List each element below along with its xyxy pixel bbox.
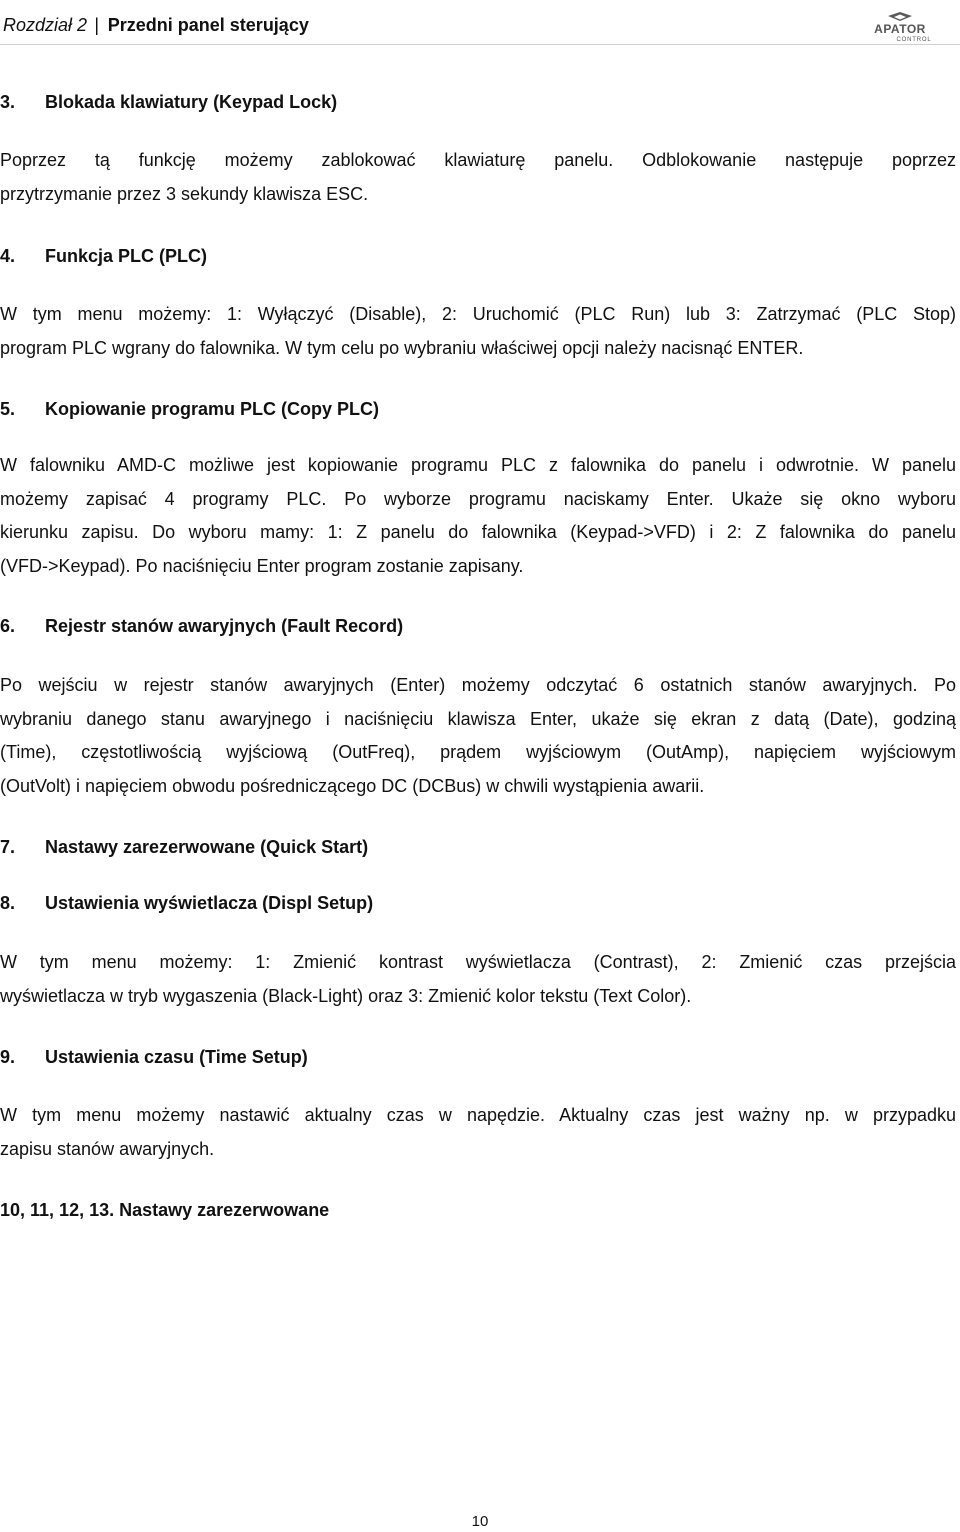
paragraph-line: przytrzymanie przez 3 sekundy klawisza ESC.: [0, 183, 369, 204]
paragraph-line: (Time), częstotliwością wyjściową (OutFreq), prądem wyjściowym (OutAmp), napięciem wyjściowym: [0, 742, 956, 762]
header-section: Przedni panel sterujący: [107, 15, 309, 35]
paragraph-line: W falowniku AMD-C możliwe jest kopiowanie programu PLC z falownika do panelu i odwrotnie. W panelu: [0, 455, 956, 475]
section-number: 7.: [0, 837, 16, 857]
header-title: [3, 14, 309, 36]
section-number: 9.: [0, 1047, 16, 1067]
page-number: 10: [471, 1513, 489, 1530]
section-number: 6.: [0, 616, 16, 636]
paragraph-line: W tym menu możemy nastawić aktualny czas w napędzie. Aktualny czas jest ważny np. w przypadku: [0, 1105, 956, 1125]
paragraph-line: wyświetlacza w tryb wygaszenia (Black-Light) oraz 3: Zmienić kolor tekstu (Text Color).: [0, 985, 692, 1006]
section-title: Ustawienia czasu (Time Setup): [45, 1047, 308, 1067]
section-number: 5.: [0, 399, 16, 419]
section-number: 8.: [0, 893, 16, 913]
section-paragraph: [0, 144, 956, 211]
section-paragraph: [0, 946, 956, 1013]
section-heading: [0, 1199, 329, 1221]
paragraph-line: zapisu stanów awaryjnych.: [0, 1138, 215, 1159]
paragraph-line: możemy zapisać 4 programy PLC. Po wyborze programu naciskamy Enter. Ukaże się okno wyboru: [0, 488, 956, 509]
paragraph-line: wybraniu danego stanu awaryjnego i naciśnięciu klawisza Enter, ukaże się ekran z datą (Date), godziną: [0, 708, 956, 729]
section-heading: [0, 892, 373, 914]
header-chapter: Rozdział 2: [3, 15, 88, 35]
section-heading: [0, 1046, 308, 1068]
section-heading: [0, 615, 403, 637]
section-paragraph: [0, 449, 956, 583]
section-title: Rejestr stanów awaryjnych (Fault Record): [45, 616, 404, 636]
header-separator: |: [94, 15, 99, 35]
section-paragraph: [0, 669, 956, 803]
section-number: 3.: [0, 92, 16, 112]
section-heading: [0, 836, 368, 858]
section-paragraph: [0, 1099, 956, 1166]
section-heading: [0, 245, 207, 267]
section-title: 10, 11, 12, 13. Nastawy zarezerwowane: [0, 1200, 330, 1220]
section-number: 4.: [0, 246, 16, 266]
section-paragraph: [0, 298, 956, 365]
section-title: Blokada klawiatury (Keypad Lock): [45, 92, 338, 112]
section-heading: [0, 398, 379, 420]
paragraph-line: kierunku zapisu. Do wyboru mamy: 1: Z panelu do falownika (Keypad->VFD) i 2: Z falownika do panelu: [0, 522, 956, 542]
paragraph-line: program PLC wgrany do falownika. W tym celu po wybraniu właściwej opcji należy nacisnąć ENTER.: [0, 337, 804, 358]
paragraph-line: Po wejściu w rejestr stanów awaryjnych (Enter) możemy odczytać 6 ostatnich stanów awaryjnych. Po: [0, 675, 956, 695]
logo-text: APATOR: [874, 22, 926, 36]
section-title: Funkcja PLC (PLC): [45, 246, 208, 266]
paragraph-line: (VFD->Keypad). Po naciśnięciu Enter program zostanie zapisany.: [0, 555, 524, 576]
section-title: Nastawy zarezerwowane (Quick Start): [45, 837, 369, 857]
section-title: Kopiowanie programu PLC (Copy PLC): [45, 399, 380, 419]
section-title: Ustawienia wyświetlacza (Displ Setup): [45, 893, 374, 913]
paragraph-line: W tym menu możemy: 1: Zmienić kontrast wyświetlacza (Contrast), 2: Zmienić czas przejścia: [0, 952, 956, 972]
page-header: [0, 0, 960, 46]
header-divider: [0, 44, 960, 45]
logo-subtext: CONTROL: [896, 37, 932, 42]
paragraph-line: (OutVolt) i napięciem obwodu pośredniczącego DC (DCBus) w chwili wystąpienia awarii.: [0, 775, 705, 796]
section-heading: [0, 91, 337, 113]
paragraph-line: Poprzez tą funkcję możemy zablokować klawiaturę panelu. Odblokowanie następuje poprzez: [0, 150, 956, 170]
paragraph-line: W tym menu możemy: 1: Wyłączyć (Disable), 2: Uruchomić (PLC Run) lub 3: Zatrzymać (PLC Stop): [0, 304, 956, 324]
apator-logo: [858, 12, 942, 42]
